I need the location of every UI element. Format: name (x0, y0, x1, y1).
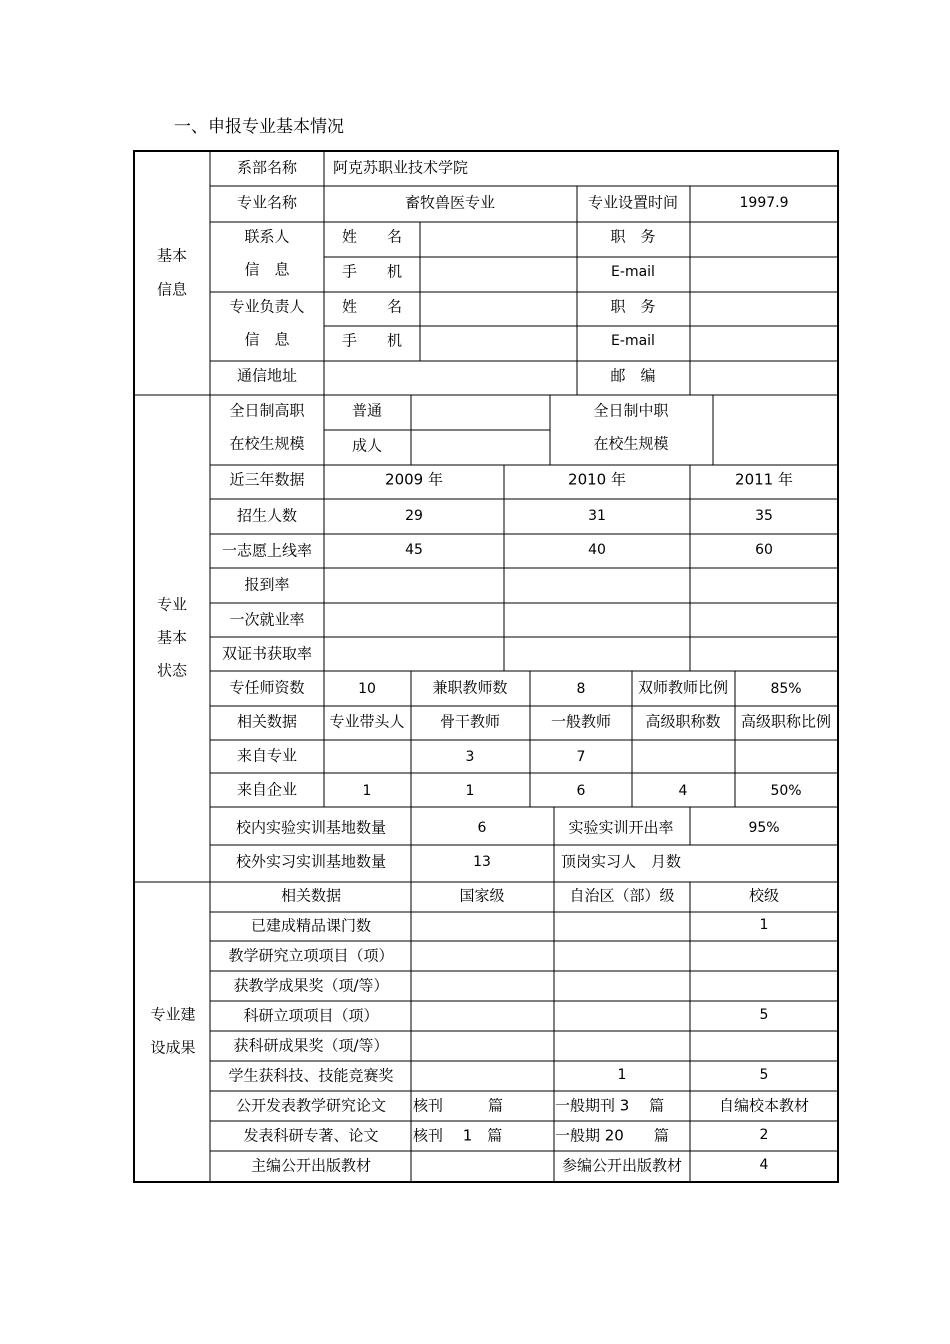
basic-group-label-2: 信息 (156, 280, 188, 299)
major-value: 畜牧兽医专业 (404, 193, 496, 212)
header-senior: 高级职称数 (645, 712, 721, 731)
basic-group-label-1: 基本 (156, 246, 188, 265)
fulltime-teachers-label: 专任师资数 (229, 678, 305, 697)
dual-cert-label: 双证书获取率 (221, 644, 313, 663)
external-base-value: 13 (473, 854, 491, 870)
from-major-general: 7 (576, 749, 586, 765)
fulltime-high-label-2: 在校生规模 (229, 434, 305, 453)
row-quality-courses-label: 已建成精品课门数 (250, 916, 372, 935)
level-national: 国家级 (459, 886, 505, 905)
row-student-awards-regional: 1 (617, 1067, 627, 1083)
achievement-group-label-2: 设成果 (150, 1038, 196, 1057)
adult-label: 成人 (351, 436, 383, 455)
leader-phone-label: 手 机 (341, 331, 403, 350)
co-textbook-value: 4 (759, 1157, 769, 1173)
from-major-core: 3 (465, 749, 475, 765)
lab-rate-label: 实验实训开出率 (568, 818, 674, 837)
contact-phone-label: 手 机 (341, 262, 403, 281)
achievement-group-label-1: 专业建 (150, 1005, 196, 1024)
external-base-label: 校外实习实训基地数量 (235, 852, 387, 871)
achievement-header-label: 相关数据 (280, 886, 342, 905)
contact-label-2: 信 息 (244, 260, 290, 279)
fulltime-mid-label-1: 全日制中职 (593, 401, 669, 420)
enroll-2009: 29 (405, 508, 423, 524)
contact-position-label: 职 务 (610, 227, 656, 246)
from-enterprise-senior: 4 (678, 783, 688, 799)
row-quality-courses-school: 1 (759, 917, 769, 933)
enroll-2011: 35 (755, 508, 773, 524)
row-teaching-projects-label: 教学研究立项项目（项） (228, 946, 394, 965)
research-label: 发表科研专著、论文 (243, 1126, 379, 1145)
dept-value: 阿克苏职业技术学院 (333, 158, 469, 177)
research-core: 核刊 1 篇 (413, 1126, 503, 1145)
lab-base-label: 校内实验实训基地数量 (235, 818, 387, 837)
row-teaching-awards-label: 获教学成果奖（项/等） (233, 976, 389, 995)
related-label: 相关数据 (236, 712, 298, 731)
setup-time-label: 专业设置时间 (587, 193, 679, 212)
leader-email-label: E-mail (611, 333, 655, 349)
dept-label: 系部名称 (236, 158, 298, 177)
parttime-teachers-value: 8 (576, 681, 586, 697)
leader-label-2: 信 息 (244, 330, 290, 349)
papers-label: 公开发表教学研究论文 (235, 1096, 387, 1115)
level-school: 校级 (748, 886, 780, 905)
row-student-awards-school: 5 (759, 1067, 769, 1083)
contact-label-1: 联系人 (244, 227, 290, 246)
address-label: 通信地址 (236, 366, 298, 385)
year-2011: 2011 年 (735, 470, 793, 489)
employment-label: 一次就业率 (229, 610, 305, 629)
row-research-projects-school: 5 (759, 1007, 769, 1023)
row-research-awards-label: 获科研成果奖（项/等） (233, 1036, 389, 1055)
header-leader: 专业带头人 (329, 712, 405, 731)
year-2010: 2010 年 (568, 470, 626, 489)
co-textbook-label: 参编公开出版教材 (561, 1156, 683, 1175)
first-choice-2011: 60 (755, 542, 773, 558)
header-senior-ratio: 高级职称比例 (740, 712, 832, 731)
dual-teacher-ratio-label: 双师教师比例 (637, 678, 729, 697)
lab-rate-value: 95% (748, 820, 780, 836)
enroll-label: 招生人数 (236, 506, 298, 525)
research-general: 一般期 20 篇 (555, 1126, 669, 1145)
papers-self-textbook: 自编校本教材 (718, 1096, 810, 1115)
internship-label: 顶岗实习人 月数 (561, 852, 682, 871)
from-enterprise-core: 1 (465, 783, 475, 799)
from-enterprise-label: 来自企业 (236, 780, 298, 799)
enroll-2010: 31 (588, 508, 606, 524)
dual-teacher-ratio-value: 85% (770, 681, 802, 697)
lab-base-value: 6 (477, 820, 487, 836)
regular-label: 普通 (351, 401, 383, 420)
first-choice-2009: 45 (405, 542, 423, 558)
first-choice-2010: 40 (588, 542, 606, 558)
setup-time-value: 1997.9 (739, 195, 789, 211)
row-research-projects-label: 科研立项项目（项） (243, 1006, 379, 1025)
status-group-label-3: 状态 (156, 661, 188, 680)
row-student-awards-label: 学生获科技、技能竞赛奖 (228, 1066, 394, 1085)
from-enterprise-senior-ratio: 50% (770, 783, 802, 799)
major-label: 专业名称 (236, 193, 298, 212)
years-label: 近三年数据 (229, 470, 305, 489)
postcode-label: 邮 编 (610, 366, 656, 385)
first-choice-label: 一志愿上线率 (221, 541, 313, 560)
page-title: 一、申报专业基本情况 (174, 117, 344, 137)
year-2009: 2009 年 (385, 470, 443, 489)
textbook-label: 主编公开出版教材 (250, 1156, 372, 1175)
leader-name-label: 姓 名 (341, 297, 403, 316)
papers-core: 核刊 篇 (413, 1096, 504, 1115)
header-core: 骨干教师 (439, 712, 501, 731)
from-major-label: 来自专业 (236, 746, 298, 765)
fulltime-teachers-value: 10 (358, 681, 376, 697)
fulltime-high-label-1: 全日制高职 (229, 401, 305, 420)
leader-position-label: 职 务 (610, 297, 656, 316)
from-enterprise-leader: 1 (362, 783, 372, 799)
level-regional: 自治区（部）级 (569, 886, 675, 905)
parttime-teachers-label: 兼职教师数 (432, 678, 508, 697)
fulltime-mid-label-2: 在校生规模 (593, 434, 669, 453)
leader-label-1: 专业负责人 (229, 297, 305, 316)
header-general: 一般教师 (550, 712, 612, 731)
contact-name-label: 姓 名 (341, 227, 403, 246)
status-group-label-2: 基本 (156, 628, 188, 647)
papers-general: 一般期刊 3 篇 (555, 1096, 665, 1115)
from-enterprise-general: 6 (576, 783, 586, 799)
status-group-label-1: 专业 (156, 595, 188, 614)
report-rate-label: 报到率 (244, 575, 290, 594)
research-self: 2 (759, 1127, 769, 1143)
contact-email-label: E-mail (611, 264, 655, 280)
